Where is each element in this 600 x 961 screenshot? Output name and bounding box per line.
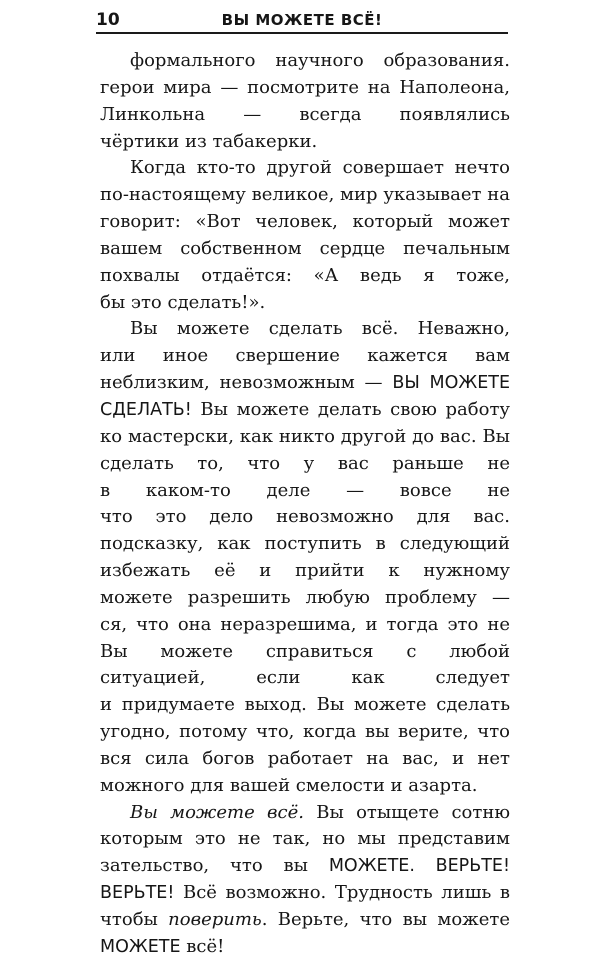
text-line [100,102,510,129]
text-line [100,558,510,585]
page-number: 10 [96,10,120,30]
page-header [96,8,508,34]
text-run: Вы можете справиться с любой [100,640,510,662]
paragraph [100,48,510,155]
text-line [100,48,510,75]
text-line [100,531,510,558]
text-line [100,129,510,156]
text-run: чёртики из табакерки. [100,130,318,152]
paragraph [100,155,510,316]
text-line [100,853,510,880]
text-line [100,370,510,397]
text-run: подсказку, как поступить в следующий [100,533,510,555]
text-line [100,907,510,934]
text-line [100,343,510,370]
emphasis-caps: ВЕРЬТЕ! [100,883,175,904]
text-run: . Верьте, что вы можете [261,909,510,930]
italic-text: Вы можете всё. [130,801,304,823]
text-line [100,639,510,666]
text-run: всё! [180,935,225,957]
text-run: чтобы [100,909,169,930]
text-run: зательство, что вы [100,855,329,877]
text-line [100,934,510,961]
text-line [100,290,510,317]
text-run: вся сила богов работает на вас, и нет [100,747,510,769]
text-run: Когда кто-то другой совершает нечто [130,157,510,179]
text-run: похвалы отдаётся: «А ведь я тоже, [100,264,510,286]
paragraph [100,316,510,799]
text-line [100,773,510,800]
text-line [100,451,510,478]
text-run: избежать её и прийти к нужному [100,560,510,582]
text-run: по-настоящему великое, мир указывает на [100,184,510,206]
text-run: сделать то, что у вас раньше не [100,452,510,474]
text-run: ситуацией, если как следует [100,667,510,689]
text-line [100,665,510,692]
text-line [100,397,510,424]
text-run: неблизким, невозможным — [100,372,393,394]
text-line [100,692,510,719]
text-run: ся, что она неразрешима, и тогда это не [100,613,510,635]
text-run: в каком-то деле — вовсе не [100,479,510,501]
text-run: Линкольна — всегда появлялись [100,103,510,125]
text-line [100,209,510,236]
text-run: Вы отыщете сотню [316,801,510,823]
text-run: Вы можете делать свою работу [200,398,510,420]
text-run: говорит: «Вот человек, который может [100,211,510,233]
text-run: Вы можете сделать всё. Неважно, [130,318,510,340]
text-run: что это дело невозможно для вас. [100,506,510,528]
emphasis-caps: МОЖЕТЕ [100,936,181,957]
text-run: угодно, потому что, когда вы верите, что [100,721,510,743]
text-line [100,236,510,263]
running-title: ВЫ МОЖЕТЕ ВСЁ! [221,11,383,29]
text-line [100,478,510,505]
text-run: или иное свершение кажется вам [100,345,510,367]
emphasis-caps: МОЖЕТЕ. ВЕРЬТЕ! [328,856,510,877]
text-line [100,880,510,907]
paragraph [100,800,510,961]
text-line [100,826,510,853]
text-line [100,504,510,531]
text-line [100,316,510,343]
text-run: можного для вашей смелости и азарта. [100,774,478,796]
text-line [100,800,510,827]
text-line [100,263,510,290]
text-run: и придумаете выход. Вы можете сделать [100,694,510,716]
text-run: формального научного образования. [130,50,510,71]
text-run: Всё возможно. Трудность лишь в [182,882,510,904]
text-line [100,424,510,451]
text-line [100,75,510,102]
text-line [100,155,510,182]
body-text [100,48,510,961]
text-run: ко мастерски, как никто другой до вас. Вы [100,425,510,447]
text-run: вашем собственном сердце печальным [100,237,510,259]
text-run: герои мира — посмотрите на Наполеона, [100,76,510,98]
emphasis-caps: ВЫ МОЖЕТЕ [392,373,510,394]
text-line [100,182,510,209]
italic-text: поверить [168,909,262,930]
text-line [100,612,510,639]
text-run: которым это не так, но мы представим [100,828,510,850]
text-run: бы это сделать!». [100,291,266,313]
emphasis-caps: СДЕЛАТЬ! [100,399,192,420]
text-line [100,585,510,612]
text-run: можете разрешить любую проблему — [100,586,510,608]
text-line [100,719,510,746]
